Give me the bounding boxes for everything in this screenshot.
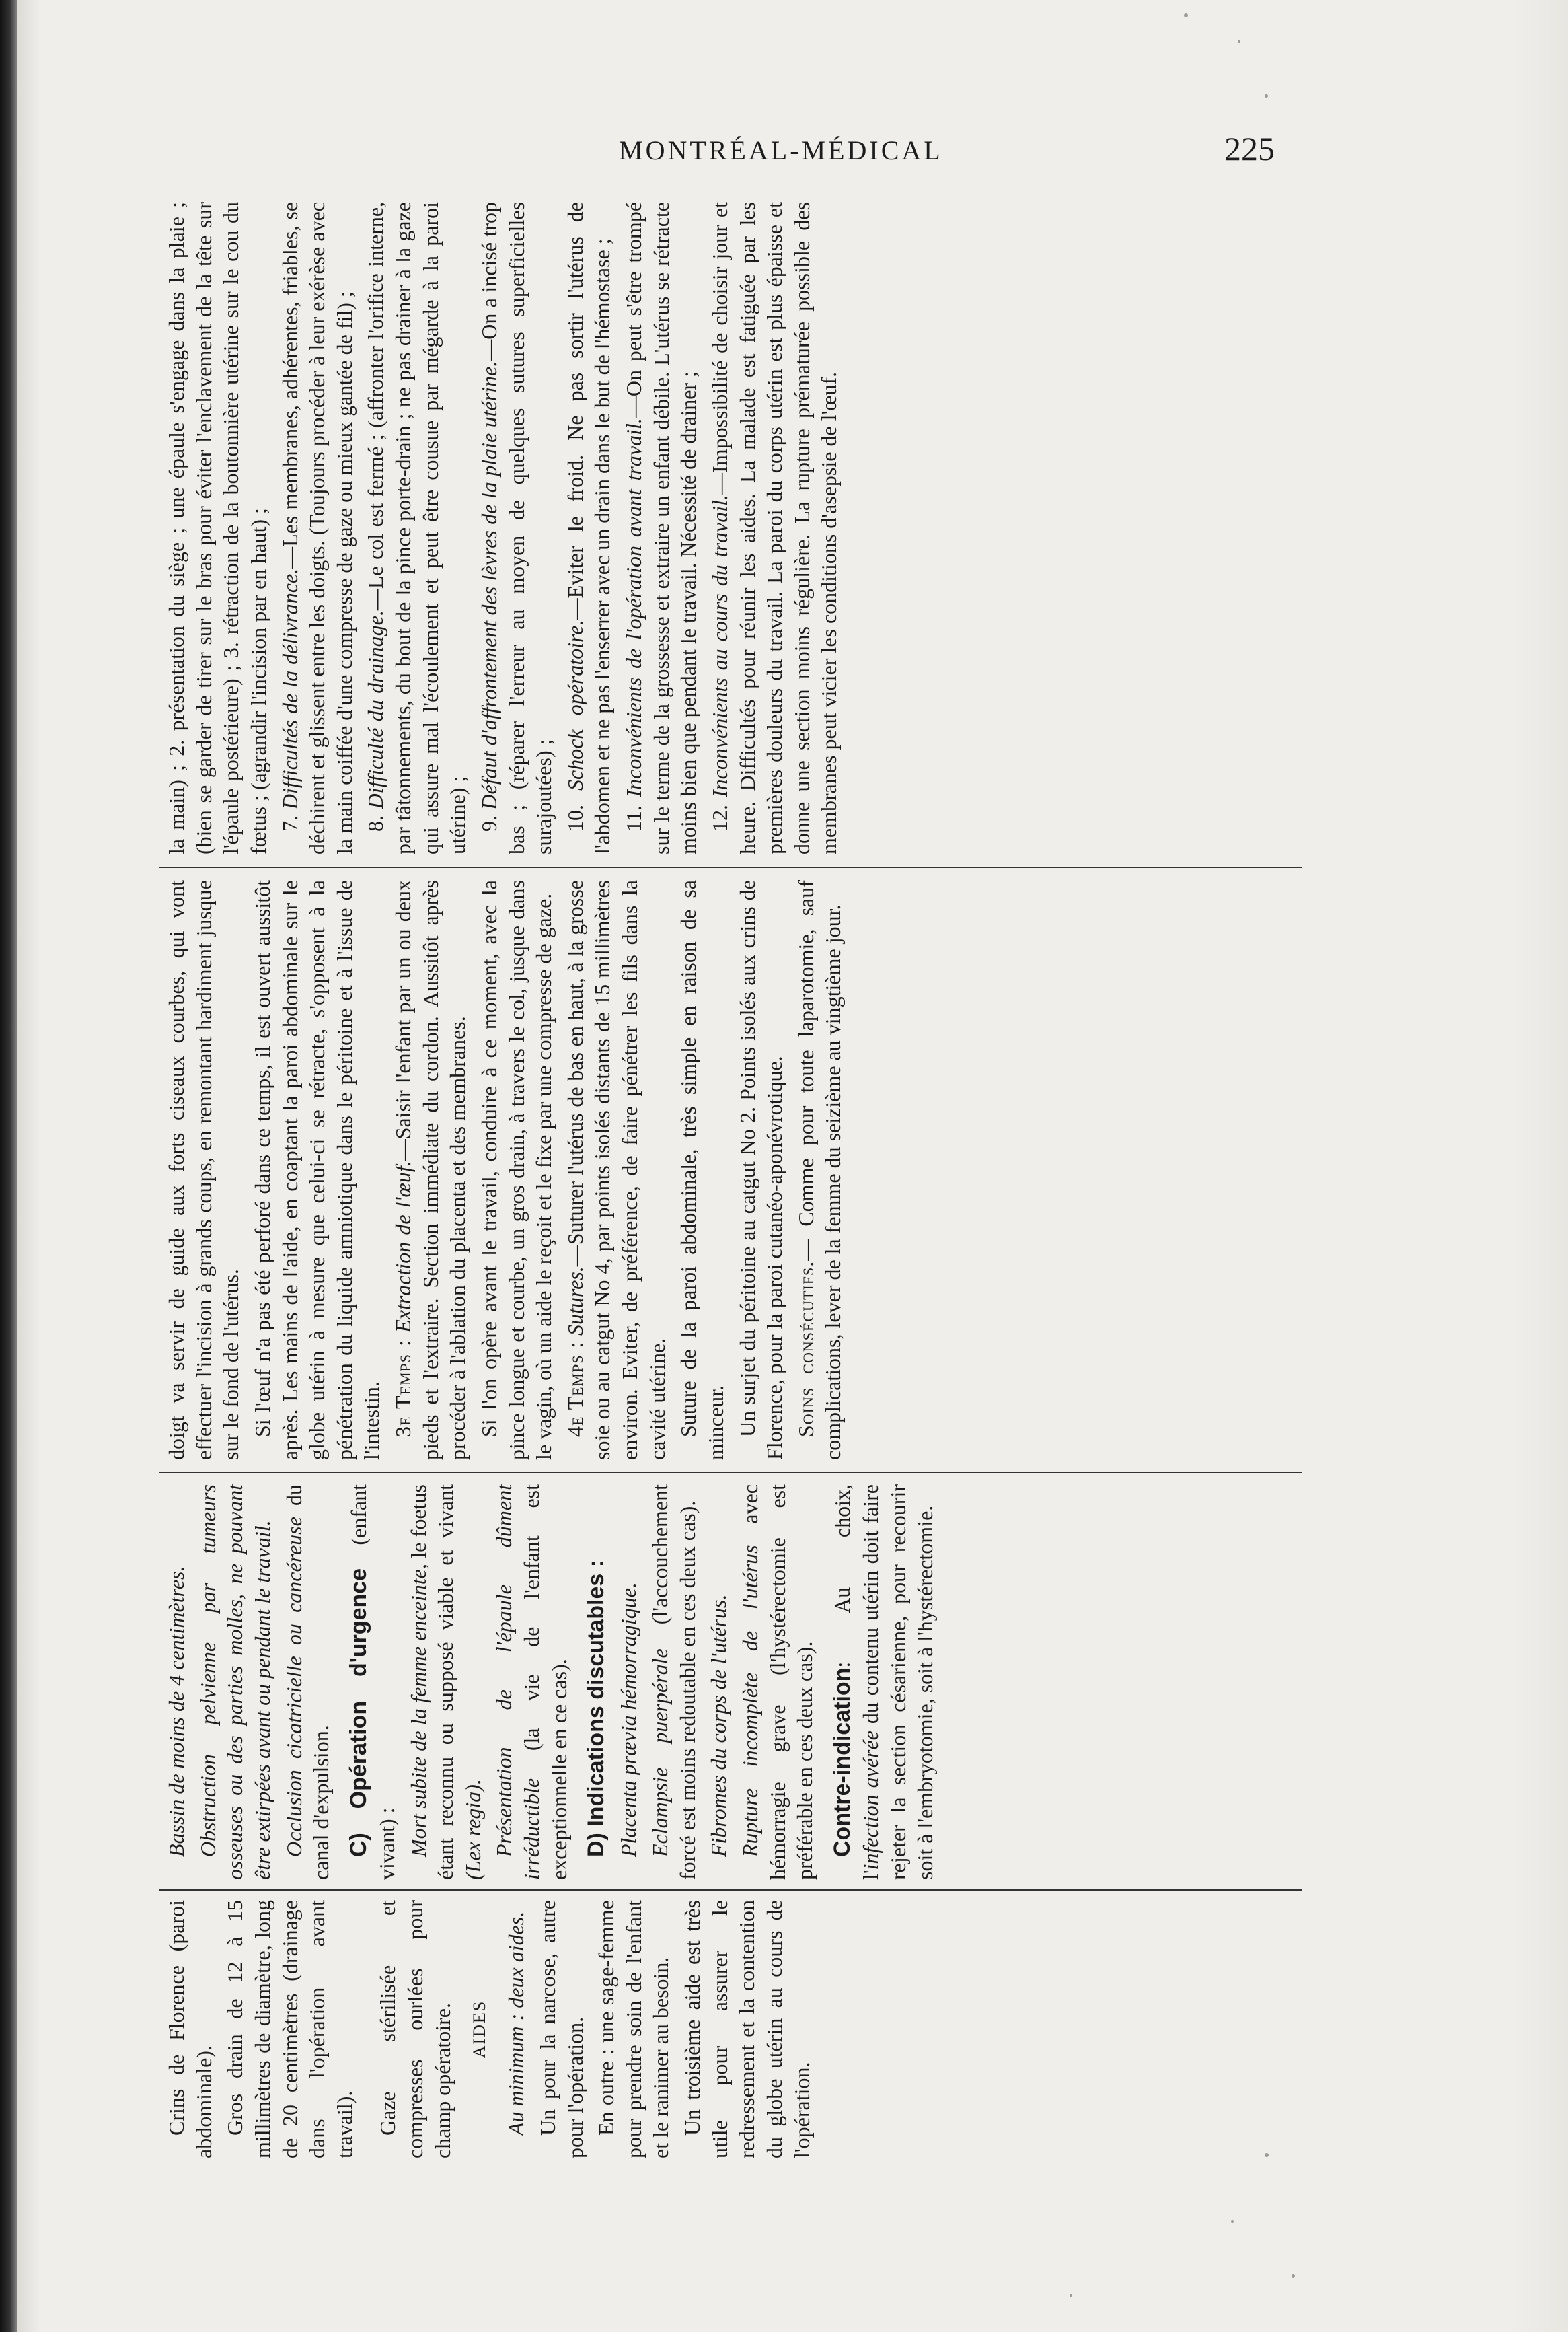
column-difficulties [159,195,1302,868]
paragraph [276,202,359,854]
paragraph: Bassin de moins de 4 centimètres. [164,1566,188,1857]
text-span: : Au choix, l' [829,1484,883,1880]
paragraph [389,880,472,1460]
italic-span: Inconvénients au cours du travail. [707,494,732,798]
scan-speck [1238,40,1240,43]
text-span: du canal d'expulsion. [281,1484,334,1880]
paragraph [476,202,558,854]
step-label: Soins consécutifs. [793,1260,818,1437]
scan-speck [1231,2220,1234,2223]
paragraph: Un troisième aide est très utile pour assurer le redressement et la contention du globe utérin au cours de l'opération. [680,1900,814,2158]
paragraph: la main) ; 2. présentation du siège ; une épaule s'engage dans la plaie ; (bien se garder de tirer sur le bras pour éviter l'enclavement de la tête sur l'épaule postérieure) ; 3. rétraction de la boutonnière utérine sur le cou du fœtus ; (agrandir l'incision par en haut) ; [164,202,270,854]
italic-span: Sutures. [562,1266,587,1336]
text-span: —Impossibilité de choisir jour et heure. Difficultés pour réunir les aides. La malade est fatiguée par les premières douleurs du travail. La paroi du corps utérin est plus épaisse et donne une section moins régulière. La rupture prématurée possible des membranes peut vicier les conditions d'asepsie de l'œuf. [707,201,842,854]
paragraph [344,1484,401,1880]
paragraph [562,202,616,854]
italic-span: Extraction de l'œuf. [391,1161,415,1333]
paragraph [828,1484,939,1880]
paragraph [737,1484,819,1880]
section-label-d: D) Indications discutables : [583,1559,609,1857]
step-label: 3e Temps : [391,1339,415,1437]
paragraph: Un surjet du péritoine au catgut No 2. Points isolés aux crins de Florence, pour la paroi cutanéo-aponévrotique. [735,880,787,1460]
text-span: — Comme pour toute laparotomie, sauf complications, lever de la femme du seizième au vingtième jour. [793,879,846,1460]
paragraph: En outre : une sage-femme pour prendre soin de l'enfant et le ranimer au besoin. [594,1900,673,2158]
italic-span: Difficulté du drainage. [363,610,388,809]
text-span: (l'accouchement forcé est moins redoutable en ces deux cas). [648,1484,700,1880]
paragraph [620,202,702,854]
scan-speck [1265,94,1268,98]
text-span: (la vie de l'enfant est exceptionnelle en ce cas). [519,1484,571,1880]
paragraph [562,880,671,1460]
column-operation-steps [159,868,1302,1473]
paragraph: Si l'œuf n'a pas été perforé dans ce temps, il est ouvert aussitôt après. Les mains de l'aide, en coaptant la paroi abdominale sur le globe utérin à mesure que celui-ci se rétracte, s'opposent à la pénétration du liquide amniotique dans le péritoine et à l'issue de l'intestin. [250,880,384,1460]
italic-span: Défaut d'affrontement des lèvres de la plaie utérine. [476,361,501,810]
italic-span: Schock opératoire. [562,620,587,791]
item-number: 8. [363,815,388,832]
italic-span: Mort subite de la femme enceinte, [406,1564,431,1857]
scan-speck [1070,2294,1072,2297]
paragraph: Gros drain de 12 à 15 millimètres de diamètre, long de 20 centimètres (drainage dans l'opération avant travail). [223,1900,357,2158]
italic-span: infection avérée [858,1730,883,1870]
paragraph: Si l'on opère avant le travail, conduire à ce moment, avec la pince longue et courbe, un gros drain, à travers le col, jusque dans le vagin, où un aide le reçoit et le fixe par une compresse de gaze. [476,880,556,1460]
text-span: du contenu utérin doit faire rejeter la section césarienne, pour recourir soit à l'embryotomie, soit à l'hystérectomie. [858,1484,938,1880]
column-instruments-aides [159,1891,1302,2162]
scan-speck [1292,2274,1295,2278]
paragraph: Un pour la narcose, autre pour l'opération. [535,1900,587,2158]
text-span: —On peut s'être trompé sur le terme de la grossesse et extraire un enfant débile. L'utérus se rétracte moins bien que pendant le travail. Nécessité de drainer ; [622,201,701,854]
paragraph: Gaze stérilisée et compresses ourlées pour champ opératoire. [375,1900,455,2158]
section-heading-aides: AIDES [470,2000,490,2059]
scan-speck [1265,2153,1269,2157]
italic-span: Rupture incomplète de l'utérus [737,1545,762,1857]
text-span: —On a incisé trop bas ; (réparer l'erreur au moyen de quelques sutures superficielles surajoutées) ; [476,201,556,854]
item-number: 7. [277,815,302,832]
paragraph: doigt va servir de guide aux forts ciseaux courbes, qui vont effectuer l'incision à grands coups, en remontant hardiment jusque sur le fond de l'utérus. [164,880,244,1460]
paragraph [362,202,472,854]
step-label: 4e Temps : [562,1341,587,1437]
paragraph [646,1484,701,1880]
text-span: le foetus étant reconnu ou supposé viable et vivant [406,1484,458,1880]
paragraph: Crins de Florence (paroi abdominale). [164,1900,216,2158]
column-indications [159,1473,1302,1891]
text-span: avec hémorragie grave (l'hystérectomie est préférable en ces deux cas). [737,1484,817,1880]
text-span: (enfant vivant) : [346,1484,399,1880]
text-span: —Les membranes, adhérentes, friables, se déchirent et glissent entre les doigts. (Toujours procéder à leur exérèse avec la main coiffée d'une compresse de gaze ou mieux gantée de fil) ; [277,201,357,854]
item-number: 12. [707,805,732,832]
paragraph [792,880,847,1460]
text-span: —Saisir l'enfant par un ou deux pieds et l'extraire. Section immédiate du cordon. Aussitôt après procéder à l'ablation du placenta et des membranes. [391,880,470,1460]
contra-indication-label: Contre-indication [829,1667,855,1857]
text-span: —Suturer l'utérus de bas en haut, à la grosse soie ou au catgut No 4, par points isolés distants de 15 millimètres environ. Eviter, de préférence, de faire pénétrer les fils dans la cavité utérine. [562,879,669,1460]
section-label-c: C) Opération d'urgence [345,1568,371,1857]
paragraph: Placenta prævia hémorragique. [616,1582,641,1857]
paragraph: Au minimum : deux aides. [504,1911,529,2136]
paragraph: Fibromes du corps de l'utérus. [706,1594,731,1857]
running-title: MONTRÉAL-MÉDICAL [619,135,943,166]
italic-span: Inconvénients de l'opération avant travail. [622,418,646,797]
paragraph [706,202,843,854]
italic-span: Eclampsie puerpérale [648,1648,673,1857]
italic-span: (Lex regia). [460,1779,485,1880]
binding-shadow [0,0,17,2332]
scan-speck [1184,13,1188,17]
paragraph: Suture de la paroi abdominale, très simple en raison de sa minceur. [676,880,728,1460]
paragraph [582,1484,611,1880]
text-span: —Eviter le froid. Ne pas sortir l'utérus de l'abdomen et ne pas l'enserrer avec un drain dans le but de l'hémostase ; [562,202,615,854]
italic-span: Occlusion cicatricielle ou cancéreuse [281,1517,306,1857]
italic-span: Présentation de l'épaule dûment irréductible [492,1484,544,1880]
italic-span: Difficultés de la délivrance. [277,568,302,810]
item-number: 9. [476,815,501,832]
paragraph [281,1484,335,1880]
paragraph [490,1484,572,1880]
paragraph: Obstruction pelvienne par tumeurs osseuses ou des parties molles, ne pouvant être extirpées avant ou pendant le travail. [195,1484,274,1880]
item-number: 11. [622,805,646,832]
page-number: 225 [1224,130,1275,168]
text-span: —Le col est fermé ; (affronter l'orifice interne, par tâtonnements, du bout de la pince porte-drain ; ne pas drainer à la gaze qui assure mal l'écoulement et peut être cousue par mégarde à la paroi utérine) ; [363,201,470,854]
rotated-table [159,195,1302,2162]
paragraph [405,1484,487,1880]
item-number: 10. [562,805,587,832]
